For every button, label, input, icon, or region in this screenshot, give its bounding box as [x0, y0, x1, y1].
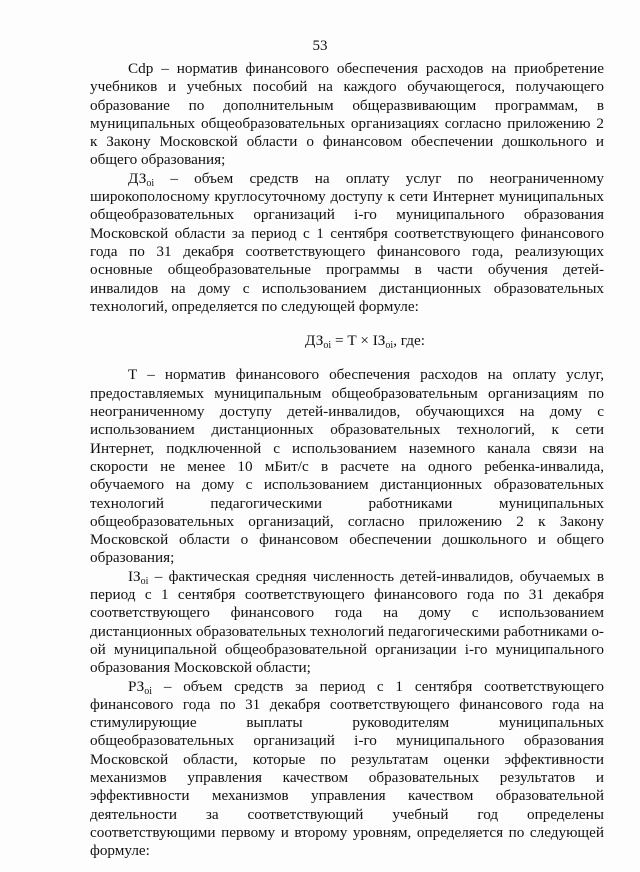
paragraph-text: Т – норматив финансового обеспечения расходов на оплату услуг, предоставляемых муниципальным общеобразовательным организациям по неограниченному доступу детей-инвалидов, обучающихся на дому с использованием дистанционных образовательных технологий, к сети Интернет, подключенной с использованием наземного канала связи на скорости не менее 10 мБит/с в расчете на одного ребенка-инвалида, обучаемого на дому с использованием дистанционных образовательных технологий педагогическими работниками муниципальных общеобразовательных организаций, согласно приложению 2 к Закону Московской области о финансовом обеспечении дошкольного и общего образования; — [90, 366, 604, 567]
paragraph-text: – фактическая средняя численность детей-инвалидов, обучаемых в период с 1 сентября соответствующего финансового года по 31 декабря соответствующего финансового года на дому с использованием дистанционных образовательных технологий педагогическими работниками о-ой муниципальной общеобразовательной организации i-го муниципального образования Московской области; — [90, 567, 604, 677]
paragraph-iz-definition — [90, 568, 604, 678]
symbol-subscript: oi — [146, 177, 155, 189]
symbol-rz: РЗ — [128, 677, 145, 695]
paragraph-dz-definition — [90, 170, 604, 316]
formula-lhs: ДЗ — [305, 332, 324, 350]
symbol-dz: ДЗ — [128, 169, 147, 187]
formula-lhs-subscript: oi — [323, 340, 332, 352]
paragraph-text: Cdp – норматив финансового обеспечения расходов на приобретение учебников и учебных пособий на каждого обучающегося, получающего образование по дополнительным общеразвивающим программам, в муниципальных общеобразовательных организациях согласно приложению 2 к Закону Московской области о финансовом обеспечении дошкольного и общего образования; — [90, 60, 604, 169]
paragraph-text: – объем средств на оплату услуг по неограниченному широкополосному круглосуточному доступу к сети Интернет муниципальных общеобразовательных организаций i-го муниципального образования Московской области за период с 1 сентября соответствующего финансового года по 31 декабря соответствующего финансового года, реализующих основные общеобразовательные программы в части обучения детей-инвалидов на дому с использованием дистанционных образовательных технологий, определяется по следующей формуле: — [90, 169, 604, 315]
symbol-iz: IЗ — [128, 567, 141, 585]
formula-rhs-subscript: oi — [385, 340, 394, 352]
formula-dz — [90, 332, 604, 350]
paragraph-t-definition — [90, 366, 604, 567]
paragraph-text: – объем средств за период с 1 сентября соответствующего финансового года по 31 декабря соответствующего финансового года на стимулирующие выплаты руководителям муниципальных общеобразовательных организаций i-го муниципального образования Московской области, которые по результатам оценки эффективности механизмов управления качеством образовательных результатов и эффективности механизмов управления качеством образовательной деятельности за соответствующий учебный год определены соответствующими первому и второму уровням, определяется по следующей формуле: — [90, 677, 604, 860]
paragraph-cdp-definition — [90, 60, 604, 170]
document-body — [90, 60, 604, 860]
symbol-subscript: oi — [140, 575, 149, 587]
formula-middle: = Т × IЗ — [331, 332, 386, 350]
paragraph-rz-definition — [90, 678, 604, 861]
formula-tail: , где: — [393, 332, 425, 350]
symbol-subscript: oi — [144, 685, 153, 697]
page-number: 53 — [312, 38, 328, 54]
